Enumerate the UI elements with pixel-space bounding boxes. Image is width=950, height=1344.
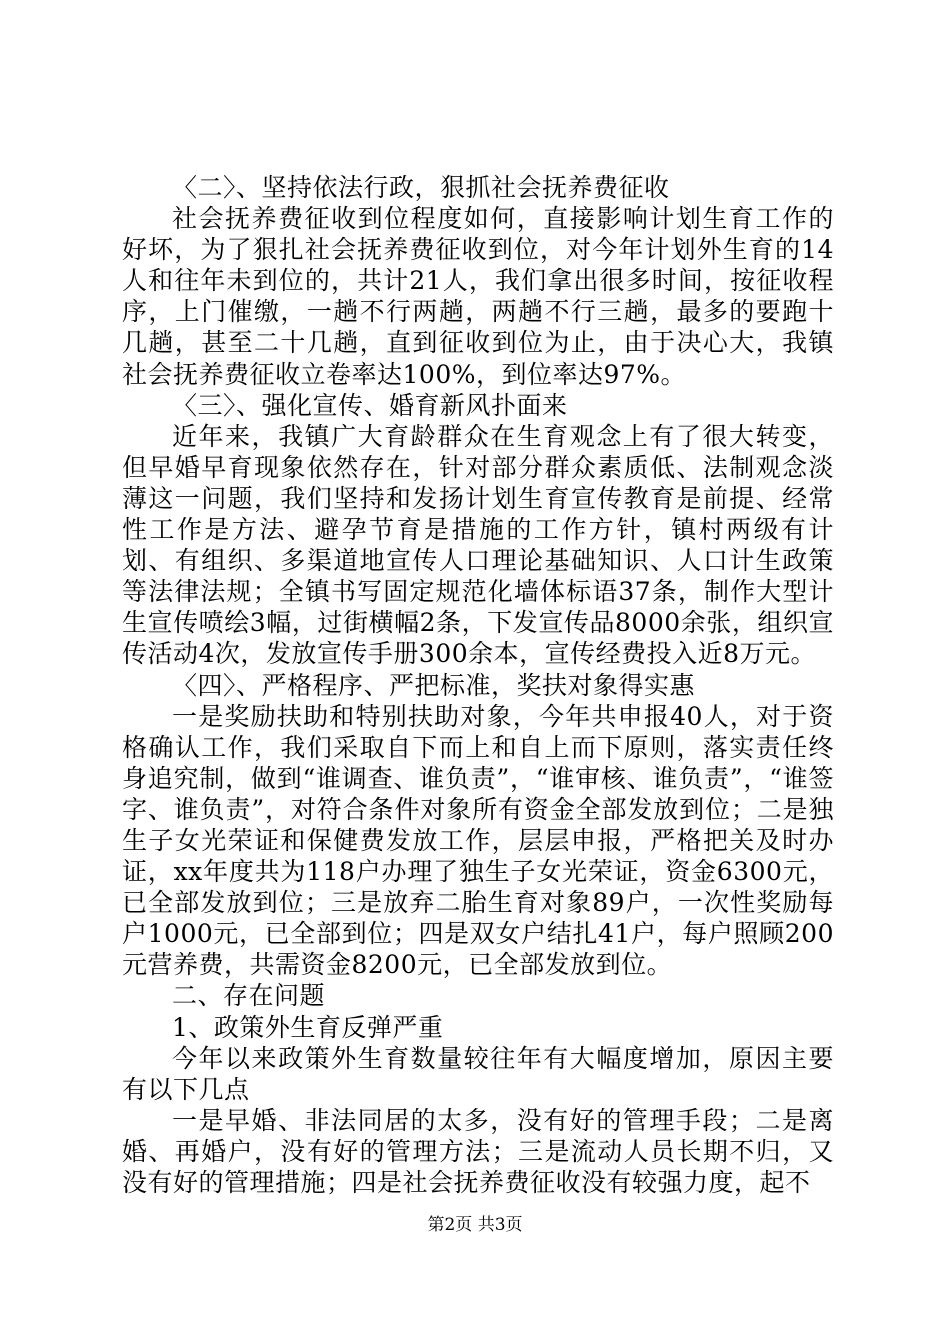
document-body [122,172,834,1198]
page-footer: 第2页 共3页 [427,1215,523,1235]
paragraph-reasons-list: 一是早婚、非法同居的太多，没有好的管理手段；二是离婚、再婚户，没有好的管理方法；三是流动人员长期不归，又没有好的管理措施；四是社会抚养费征收没有较强力度，起不 [122,1105,834,1197]
paragraph-rewards: 一是奖励扶助和特别扶助对象，今年共申报40人，对于资格确认工作，我们采取自下而上和自上而下原则，落实责任终身追究制，做到“谁调查、谁负责”，“谁审核、谁负责”，“谁签字、谁负责”，对符合条件对象所有资金全部发放到位；二是独生子女光荣证和保健费发放工作，层层申报，严格把关及时办证，xx年度共为118户办理了独生子女光荣证，资金6300元，已全部发放到位；三是放弃二胎生育对象89户，一次性奖励每户1000元，已全部到位；四是双女户结扎41户，每户照顾200元营养费，共需资金8200元，已全部发放到位。 [122,701,834,980]
section-heading-2: 〈二〉、坚持依法行政，狠抓社会抚养费征收 [172,173,670,202]
paragraph-fee-collection: 社会抚养费征收到位程度如何，直接影响计划生育工作的好坏，为了狠扎社会抚养费征收到位，对今年计划外生育的14人和往年未到位的，共计21人，我们拿出很多时间，按征收程序，上门催缴，一趟不行两趟，两趟不行三趟，最多的要跑十几趟，甚至二十几趟，直到征收到位为止，由于决心大，我镇社会抚养费征收立卷率达100%，到位率达97%。 [122,204,834,389]
subheading-policy-births: 1、政策外生育反弹严重 [172,1012,444,1042]
section-heading-3: 〈三〉、强化宣传、婚育新风扑面来 [172,390,568,420]
section-heading-problems: 二、存在问题 [172,981,326,1011]
paragraph-publicity: 近年来，我镇广大育龄群众在生育观念上有了很大转变，但早婚早育现象依然存在，针对部分群众素质低、法制观念淡薄这一问题，我们坚持和发扬计划生育宣传教育是前提、经常性工作是方法、避孕节育是措施的工作方针，镇村两级有计划、有组织、多渠道地宣传人口理论基础知识、人口计生政策等法律法规；全镇书写固定规范化墙体标语37条，制作大型计生宣传喷绘3幅，过街横幅2条，下发宣传品8000余张，组织宣传活动4次，发放宣传手册300余本，宣传经费投入近8万元。 [122,421,834,669]
section-heading-4: 〈四〉、严格程序、严把标准，奖扶对象得实惠 [172,670,696,700]
paragraph-reasons-intro: 今年以来政策外生育数量较往年有大幅度增加，原因主要有以下几点 [122,1043,834,1104]
